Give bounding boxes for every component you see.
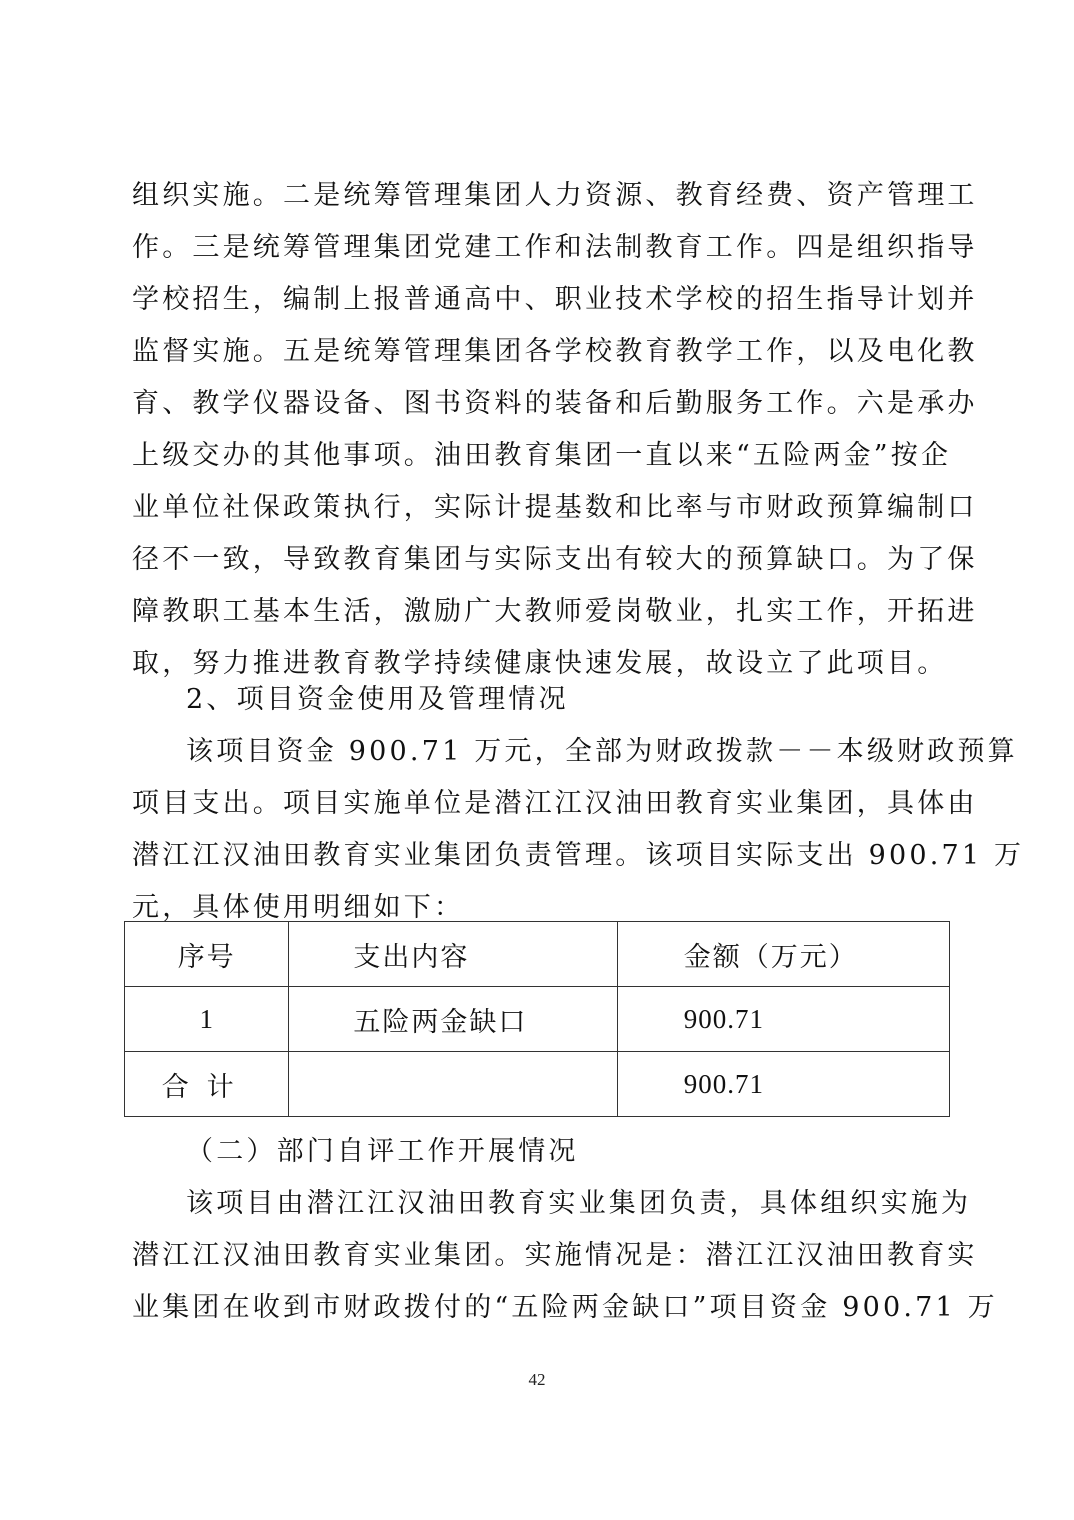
paragraph-line: 业集团在收到市财政拨付的“五险两金缺口”项目资金 900.71 万 — [132, 1292, 998, 1323]
background-paragraph — [132, 170, 978, 690]
paragraph-line: 监督实施。五是统筹管理集团各学校教育教学工作，以及电化教 — [132, 336, 978, 367]
cell-total-content — [289, 1052, 617, 1117]
table-header-row — [125, 922, 950, 987]
page-number: 42 — [528, 1370, 546, 1389]
paragraph-line: 上级交办的其他事项。油田教育集团一直以来“五险两金”按企 — [132, 440, 952, 471]
paragraph-line: 元，具体使用明细如下： — [132, 892, 465, 923]
paragraph-line: 组织实施。二是统筹管理集团人力资源、教育经费、资产管理工 — [132, 180, 978, 211]
paragraph-line: 该项目由潜江江汉油田教育实业集团负责，具体组织实施为 — [186, 1188, 972, 1219]
cell-total-label — [125, 1052, 289, 1117]
paragraph-line: 作。三是统筹管理集团党建工作和法制教育工作。四是组织指导 — [132, 232, 978, 263]
section-heading: 2、项目资金使用及管理情况 — [186, 684, 569, 715]
expense-table-container — [124, 921, 950, 1117]
self-evaluation-section — [132, 1126, 998, 1334]
cell-serial-number: 1 — [125, 987, 289, 1052]
cell-amount: 900.71 — [617, 987, 949, 1052]
paragraph-line: 学校招生，编制上报普通高中、职业技术学校的招生指导计划并 — [132, 284, 978, 315]
paragraph-line: 育、教学仪器设备、图书资料的装备和后勤服务工作。六是承办 — [132, 388, 978, 419]
table-row — [125, 987, 950, 1052]
header-amount: 金额（万元） — [617, 922, 949, 987]
fund-usage-section — [132, 674, 1025, 934]
paragraph-line: 项目支出。项目实施单位是潜江江汉油田教育实业集团，具体由 — [132, 788, 978, 819]
paragraph-line: 潜江江汉油田教育实业集团负责管理。该项目实际支出 900.71 万 — [132, 840, 1025, 871]
header-serial-number: 序号 — [125, 922, 289, 987]
header-expense-content: 支出内容 — [289, 922, 617, 987]
paragraph-line: 径不一致，导致教育集团与实际支出有较大的预算缺口。为了保 — [132, 544, 978, 575]
expense-table — [124, 921, 950, 1117]
paragraph-line: 该项目资金 900.71 万元，全部为财政拨款－－本级财政预算 — [186, 736, 1018, 767]
table-total-row — [125, 1052, 950, 1117]
cell-total-amount: 900.71 — [617, 1052, 949, 1117]
paragraph-line: 取，努力推进教育教学持续健康快速发展，故设立了此项目。 — [132, 648, 948, 679]
paragraph-line: 业单位社保政策执行，实际计提基数和比率与市财政预算编制口 — [132, 492, 978, 523]
total-label: 合计 — [161, 1071, 252, 1103]
cell-expense-content: 五险两金缺口 — [289, 987, 617, 1052]
paragraph-line: 潜江江汉油田教育实业集团。实施情况是：潜江江汉油田教育实 — [132, 1240, 978, 1271]
section-heading: （二）部门自评工作开展情况 — [186, 1136, 579, 1167]
paragraph-line: 障教职工基本生活，激励广大教师爱岗敬业，扎实工作，开拓进 — [132, 596, 978, 627]
